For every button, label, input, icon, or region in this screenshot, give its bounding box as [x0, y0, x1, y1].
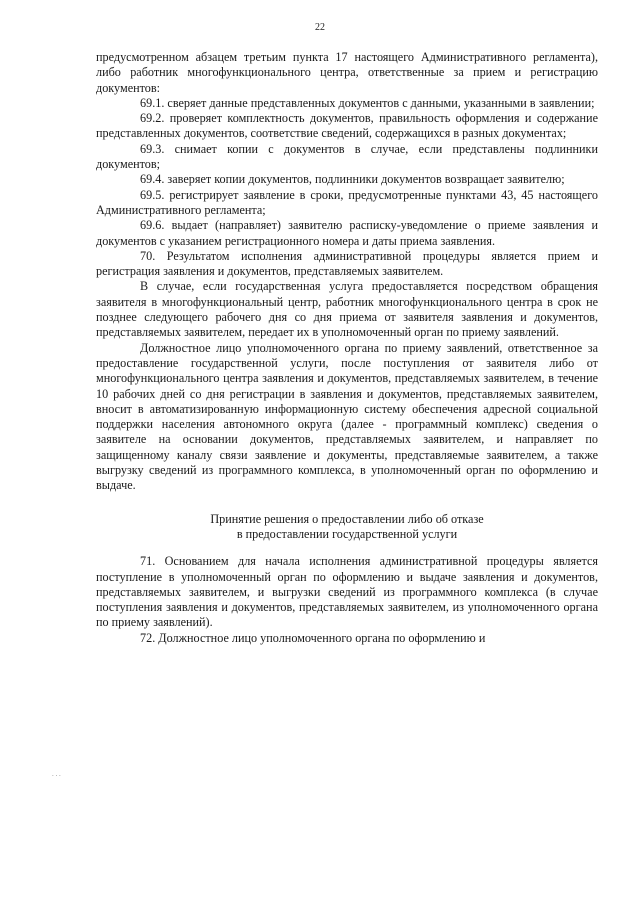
- document-body: [96, 50, 598, 646]
- section-heading-line-2: в предоставлении государственной услуги: [236, 526, 458, 541]
- paragraph-69-5: 69.5. регистрирует заявление в сроки, предусмотренные пунктами 43, 45 настоящего Административного регламента;: [96, 187, 598, 217]
- paragraph-71: 71. Основанием для начала исполнения административной процедуры является поступление в уполномоченный орган по оформлению и выдаче заявления и документов, представляемых заявителем, и выгрузки сведений из программного комплекса (в случае поступления заявления и документов, представляемых заявителем, из уполномоченного органа по приему заявлений).: [96, 554, 598, 630]
- paragraph-69-2: 69.2. проверяет комплектность документов, правильность оформления и содержание представленных документов, соответствие сведений, содержащихся в разных документах;: [96, 111, 598, 141]
- paragraph-72: 72. Должностное лицо уполномоченного органа по оформлению и: [140, 630, 486, 645]
- section-heading-line-1: Принятие решения о предоставлении либо об отказе: [210, 511, 484, 526]
- paragraph-continuation: предусмотренном абзацем третьим пункта 17 настоящего Административного регламента), либо работник многофункционального центра, ответственные за прием и регистрацию документов:: [96, 50, 598, 95]
- page-number: 22: [315, 22, 325, 33]
- section-heading: [96, 512, 598, 543]
- margin-mark: . . .: [52, 770, 61, 778]
- paragraph-70: 70. Результатом исполнения административной процедуры является прием и регистрация заявления и документов, представляемых заявителем.: [96, 248, 598, 279]
- paragraph-69-4: 69.4. заверяет копии документов, подлинники документов возвращает заявителю;: [140, 172, 565, 187]
- paragraph-69-6: 69.6. выдает (направляет) заявителю расписку-уведомление о приеме заявления и документов с указанием регистрационного номера и даты приема заявления.: [96, 218, 598, 248]
- paragraph-69-1: 69.1. сверяет данные представленных документов с данными, указанными в заявлении;: [140, 95, 595, 110]
- paragraph-official: Должностное лицо уполномоченного органа по приему заявлений, ответственное за предоставление государственной услуги, после поступления от заявителя либо от многофункционального центра заявления и документов, представляемых заявителем, в течение 10 рабочих дней со дня регистрации в заявления и документов, представляемых заявителем, вносит в автоматизированную информационную систему обеспечения адресной социальной поддержки населения автономного округа (далее - программный комплекс) сведения о заявителе на основании документов, представляемых заявителем, и направляет по защищенному каналу связи заявление и документы, представляемые заявителем, а также выгрузку сведений из программного комплекса, в уполномоченный орган по оформлению и выдаче.: [96, 340, 598, 493]
- paragraph-mfc: В случае, если государственная услуга предоставляется посредством обращения заявителя в многофункциональный центр, работник многофункционального центра в срок не позднее следующего рабочего дня со дня приема от заявителя заявления и документов, представляемых заявителем, передает их в уполномоченный орган по приему заявлений.: [96, 279, 598, 340]
- paragraph-69-3: 69.3. снимает копии с документов в случае, если представлены подлинники документов;: [96, 141, 598, 172]
